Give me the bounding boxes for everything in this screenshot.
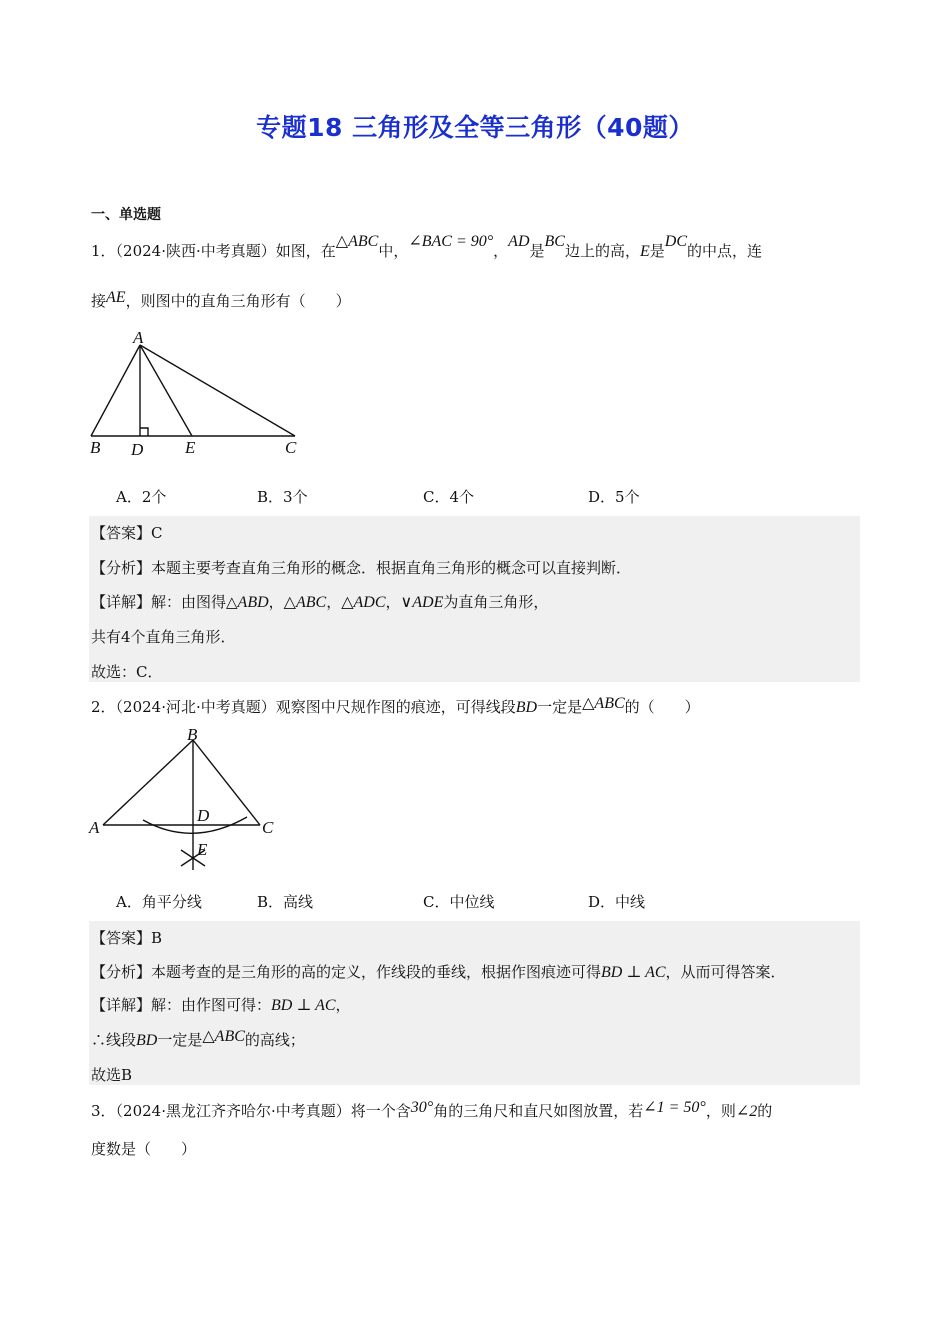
q2-label-d: D [197, 806, 210, 825]
q2-label-c: C [262, 818, 274, 837]
page-title: 专题18 三角形及全等三角形（40题） [256, 113, 694, 142]
q2-detail: 【详解】解：由作图可得：BD ⊥ AC， [91, 996, 351, 1014]
q2-option-d[interactable]: D．中线 [588, 893, 646, 911]
q1-option-d[interactable]: D．5个 [588, 488, 640, 506]
q1-option-c[interactable]: C．4个 [423, 488, 475, 506]
q2-option-a[interactable]: A．角平分线 [116, 893, 202, 911]
q1-figure [85, 325, 315, 465]
q1-angle-bac: ∠BAC = 90° [408, 233, 494, 250]
q1-label-d: D [131, 440, 144, 459]
q1-answer-box [89, 516, 860, 682]
q2-number: 2． [91, 698, 116, 716]
q2-label-b: B [187, 725, 198, 744]
q2-stem: 2．（2024·河北·中考真题）观察图中尺规作图的痕迹，可得线段BD一定是△ABC的（ ） [91, 695, 700, 716]
q3-stem-line1: 3．（2024·黑龙江齐齐哈尔·中考真题）将一个含30°角的三角尺和直尺如图放置，若∠1 = 50°，则∠2的 [91, 1099, 773, 1120]
q1-source: （2024·陕西·中考真题） [115, 242, 276, 260]
q3-source: （2024·黑龙江齐齐哈尔·中考真题） [115, 1102, 351, 1120]
q1-conclusion: 故选：C． [91, 663, 163, 681]
q1-label-c: C [285, 438, 297, 457]
q2-label-a: A [89, 818, 100, 837]
q1-analysis: 【分析】本题主要考查直角三角形的概念．根据直角三角形的概念可以直接判断． [91, 559, 632, 577]
q1-detail-count: 共有4个直角三角形． [91, 628, 236, 646]
q2-label-e: E [197, 840, 208, 859]
q1-answer: 【答案】C [91, 524, 163, 542]
section-heading: 一、单选题 [91, 207, 161, 223]
q2-figure [85, 724, 285, 874]
q1-stem-line1: 1．（2024·陕西·中考真题）如图，在△ABC中，∠BAC = 90°，AD是BC边上的高，E是DC的中点，连 [91, 233, 763, 260]
q2-option-c[interactable]: C．中位线 [423, 893, 495, 911]
q2-analysis: 【分析】本题考查的是三角形的高的定义，作线段的垂线，根据作图痕迹可得BD ⊥ AC，从而可得答案． [91, 963, 786, 981]
q2-conclusion: 故选B [91, 1066, 133, 1084]
q1-number: 1． [91, 242, 116, 260]
q1-option-a[interactable]: A．2个 [116, 488, 167, 506]
q1-label-a: A [133, 328, 144, 347]
q2-therefore: ∴线段BD一定是△ABC的高线； [91, 1028, 305, 1049]
q1-label-b: B [90, 438, 101, 457]
q1-option-b[interactable]: B．3个 [257, 488, 308, 506]
q1-detail: 【详解】解：由图得△ABD，△ABC，△ADC，∨ADE为直角三角形， [91, 593, 549, 611]
q1-label-e: E [185, 438, 196, 457]
q2-answer: 【答案】B [91, 929, 163, 947]
q2-answer-box [89, 921, 860, 1085]
q3-stem-line2: 度数是（ ） [91, 1140, 197, 1158]
q1-stem-line2: 接AE，则图中的直角三角形有（ ） [91, 289, 351, 310]
q2-source: （2024·河北·中考真题） [115, 698, 276, 716]
q3-number: 3． [91, 1102, 116, 1120]
q1-triangle-abc: △ABC [335, 233, 379, 250]
q2-option-b[interactable]: B．高线 [257, 893, 314, 911]
